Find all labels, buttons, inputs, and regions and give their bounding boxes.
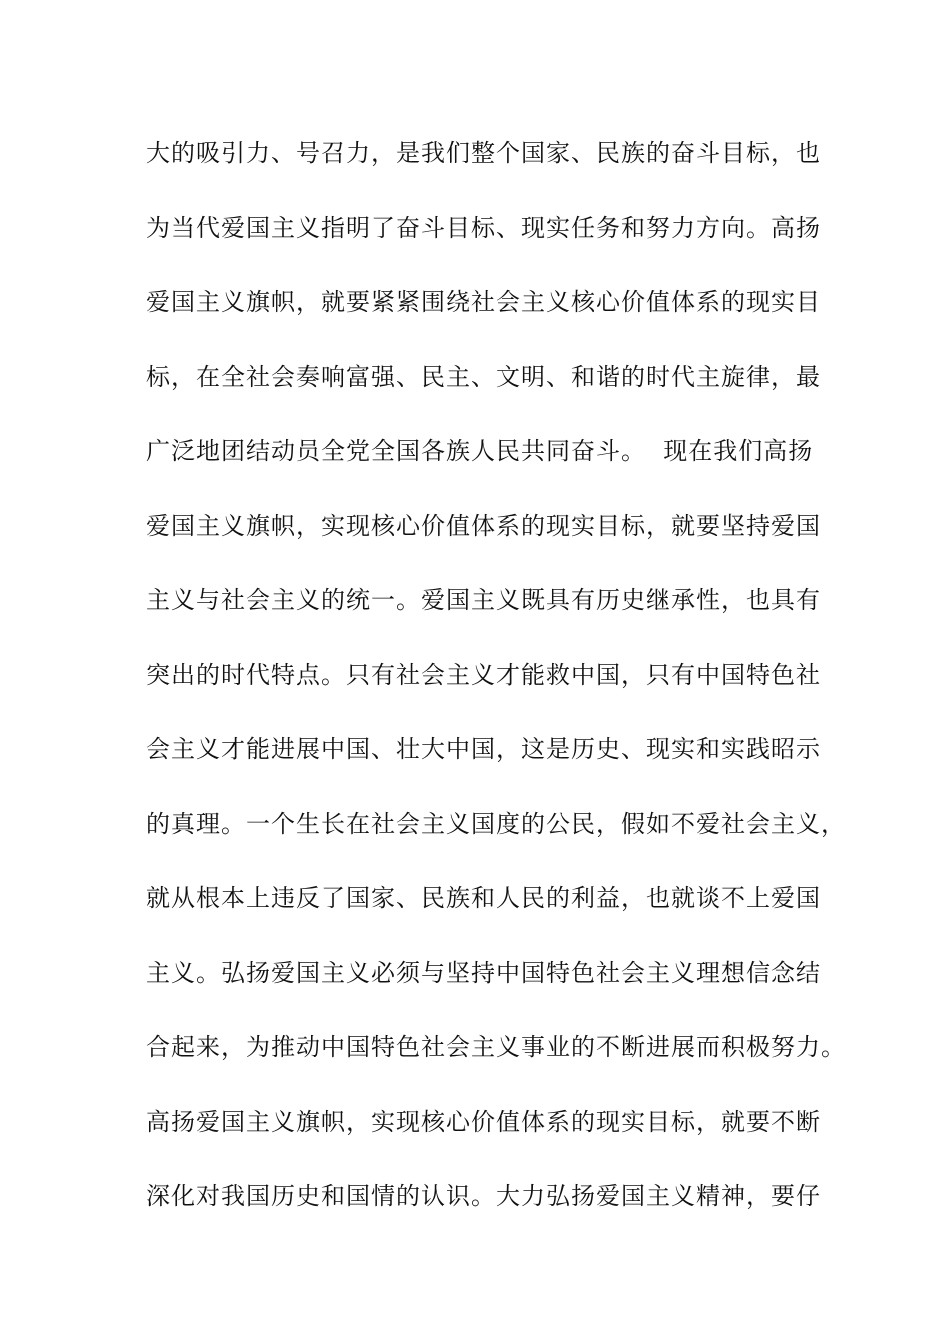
text-line: 高扬爱国主义旗帜，实现核心价值体系的现实目标，就要不断: [146, 1107, 821, 1136]
text-line: 爱国主义旗帜，实现核心价值体系的现实目标，就要坚持爱国: [146, 511, 821, 540]
text-line: 合起来，为推动中国特色社会主义事业的不断进展而积极努力。: [146, 1033, 846, 1061]
text-line: 的真理。一个生长在社会主义国度的公民，假如不爱社会主义，: [146, 809, 846, 838]
text-line: 为当代爱国主义指明了奋斗目标、现实任务和努力方向。高扬: [146, 213, 821, 242]
text-line: 标，在全社会奏响富强、民主、文明、和谐的时代主旋律，最: [146, 362, 821, 391]
text-line: 爱国主义旗帜，就要紧紧围绕社会主义核心价值体系的现实目: [146, 288, 821, 316]
text-line: 广泛地团结动员全党全国各族人民共同奋斗。 现在我们高扬: [146, 437, 814, 465]
text-line: 大的吸引力、号召力，是我们整个国家、民族的奋斗目标，也: [146, 139, 821, 167]
body-text: [146, 131, 846, 1249]
text-line: 深化对我国历史和国情的认识。大力弘扬爱国主义精神，要仔: [146, 1182, 821, 1210]
text-line: 突出的时代特点。只有社会主义才能救中国，只有中国特色社: [146, 660, 821, 689]
text-line: 主义与社会主义的统一。爱国主义既具有历史继承性，也具有: [146, 586, 821, 614]
text-line: 主义。弘扬爱国主义必须与坚持中国特色社会主义理想信念结: [146, 958, 821, 987]
text-line: 就从根本上违反了国家、民族和人民的利益，也就谈不上爱国: [146, 884, 821, 912]
text-line: 会主义才能进展中国、壮大中国，这是历史、现实和实践昭示: [146, 735, 821, 763]
